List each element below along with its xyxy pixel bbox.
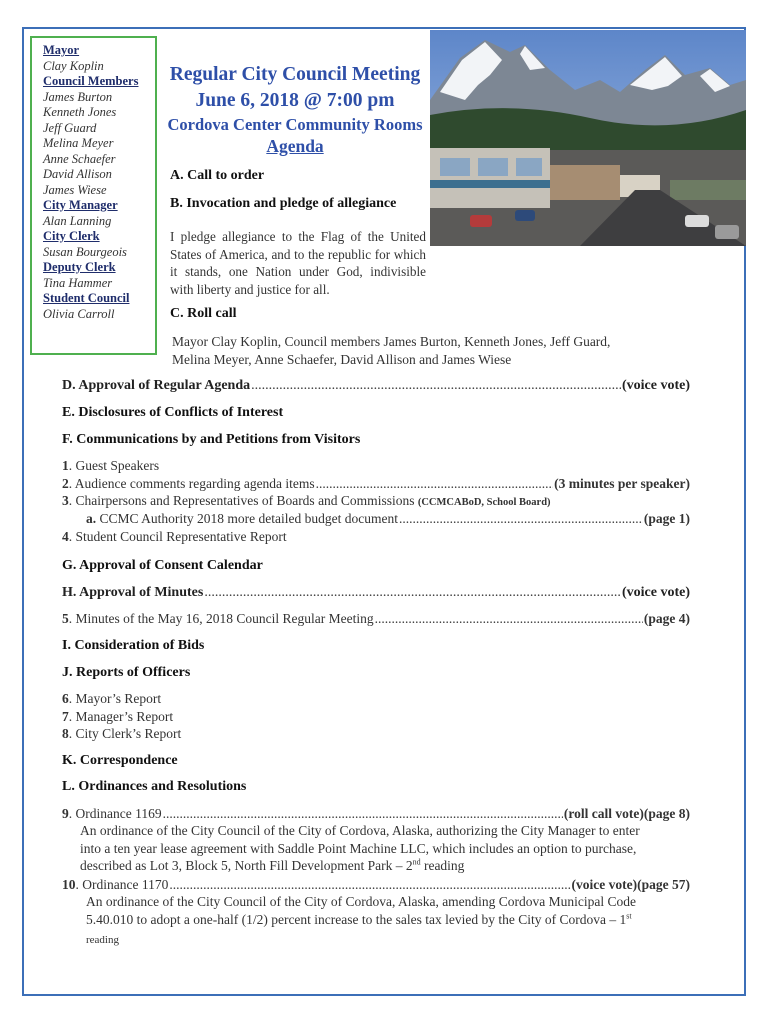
leader-dots	[163, 805, 563, 823]
item-2: 2. Audience comments regarding agenda items ..... (3 minutes per speaker)	[62, 475, 690, 493]
item-10-description: An ordinance of the City Council of the City of Cordova, Alaska, amending Cordova Municipal Code 5.40.010 to adopt a one-half (1/2) percent increase to the sales tax levied by the City of Cordova – 1st reading	[86, 894, 637, 946]
item-5: 5. Minutes of the May 16, 2018 Council Regular Meeting ..... (page 4)	[62, 610, 690, 628]
agenda-heading: Agenda	[266, 136, 324, 156]
item-6: 6. Mayor’s Report	[62, 691, 162, 706]
council-member: David Allison	[43, 167, 112, 181]
meeting-datetime: June 6, 2018 @ 7:00 pm	[195, 90, 395, 111]
leader-dots	[375, 610, 643, 628]
leader-dots	[316, 475, 553, 493]
item-4: 4. Student Council Representative Report	[62, 529, 287, 544]
leader-dots	[204, 584, 621, 601]
section-f: F. Communications by and Petitions from Visitors	[62, 432, 361, 447]
roll-call-text: Mayor Clay Koplin, Council members James Burton, Kenneth Jones, Jeff Guard, Melina Meyer, Anne Schaefer, David Allison and James Wiese	[172, 334, 611, 367]
town-photo	[430, 30, 746, 246]
section-d	[62, 377, 690, 394]
student-title: Student Council	[43, 291, 130, 305]
item-7: 7. Manager’s Report	[62, 709, 174, 724]
leader-dots	[399, 510, 643, 528]
deputy-name: Tina Hammer	[43, 275, 113, 290]
manager-title: City Manager	[43, 198, 118, 212]
council-member: James Burton	[43, 89, 113, 104]
section-a: A. Call to order	[170, 168, 265, 183]
council-member: Kenneth Jones	[43, 105, 117, 119]
section-d-vote: (voice vote)	[621, 378, 690, 393]
section-e: E. Disclosures of Conflicts of Interest	[62, 405, 284, 420]
mayor-title: Mayor	[43, 43, 80, 57]
council-member: Anne Schaefer	[43, 151, 116, 166]
item-1: 1. Guest Speakers	[62, 458, 160, 473]
manager-name: Alan Lanning	[43, 213, 112, 228]
student-name: Olivia Carroll	[43, 306, 115, 321]
section-c: C. Roll call	[170, 306, 237, 321]
item-3a: a. CCMC Authority 2018 more detailed budget document ..... (page 1)	[86, 510, 690, 528]
meeting-location: Cordova Center Community Rooms	[167, 115, 423, 134]
clerk-name: Susan Bourgeois	[43, 244, 127, 259]
section-l: L. Ordinances and Resolutions	[62, 779, 247, 794]
deputy-title: Deputy Clerk	[43, 260, 116, 274]
council-title: Council Members	[43, 74, 139, 88]
leader-dots	[169, 876, 570, 894]
section-j: J. Reports of Officers	[62, 665, 191, 680]
clerk-title: City Clerk	[43, 229, 100, 243]
section-d-label: D. Approval of Regular Agenda	[62, 378, 251, 393]
council-member: James Wiese	[43, 182, 107, 197]
pledge-text: I pledge allegiance to the Flag of the United States of America, and to the republic for which it stands, one Nation under God, indivisible with liberty and justice for all.	[170, 229, 426, 297]
item-10: 10. Ordinance 1170 ..... (voice vote)(page 57)	[62, 876, 690, 894]
section-i: I. Consideration of Bids	[62, 638, 205, 653]
council-member: Jeff Guard	[43, 120, 97, 135]
council-member: Melina Meyer	[43, 136, 114, 150]
section-h: H. Approval of Minutes ..... (voice vote)	[62, 584, 690, 601]
officials-sidebar	[30, 36, 157, 355]
section-k: K. Correspondence	[62, 753, 178, 768]
item-3: 3. Chairpersons and Representatives of Boards and Commissions (CCMCABoD, School Board)	[62, 493, 551, 508]
section-g: G. Approval of Consent Calendar	[62, 558, 263, 573]
meeting-title: Regular City Council Meeting	[169, 64, 421, 85]
item-8: 8. City Clerk’s Report	[62, 726, 182, 741]
item-9: 9. Ordinance 1169 ..... (roll call vote)(page 8)	[62, 805, 690, 823]
mayor-name: Clay Koplin	[43, 58, 104, 73]
leader-dots	[251, 377, 621, 394]
section-b: B. Invocation and pledge of allegiance	[170, 196, 397, 211]
item-9-description: An ordinance of the City Council of the City of Cordova, Alaska, authorizing the City Manager to enter into a ten year lease agreement with Saddle Point Machine LLC, which includes an option to purchase, described as Lot 3, Block 5, North Fill Development Park – 2nd reading	[80, 823, 640, 873]
